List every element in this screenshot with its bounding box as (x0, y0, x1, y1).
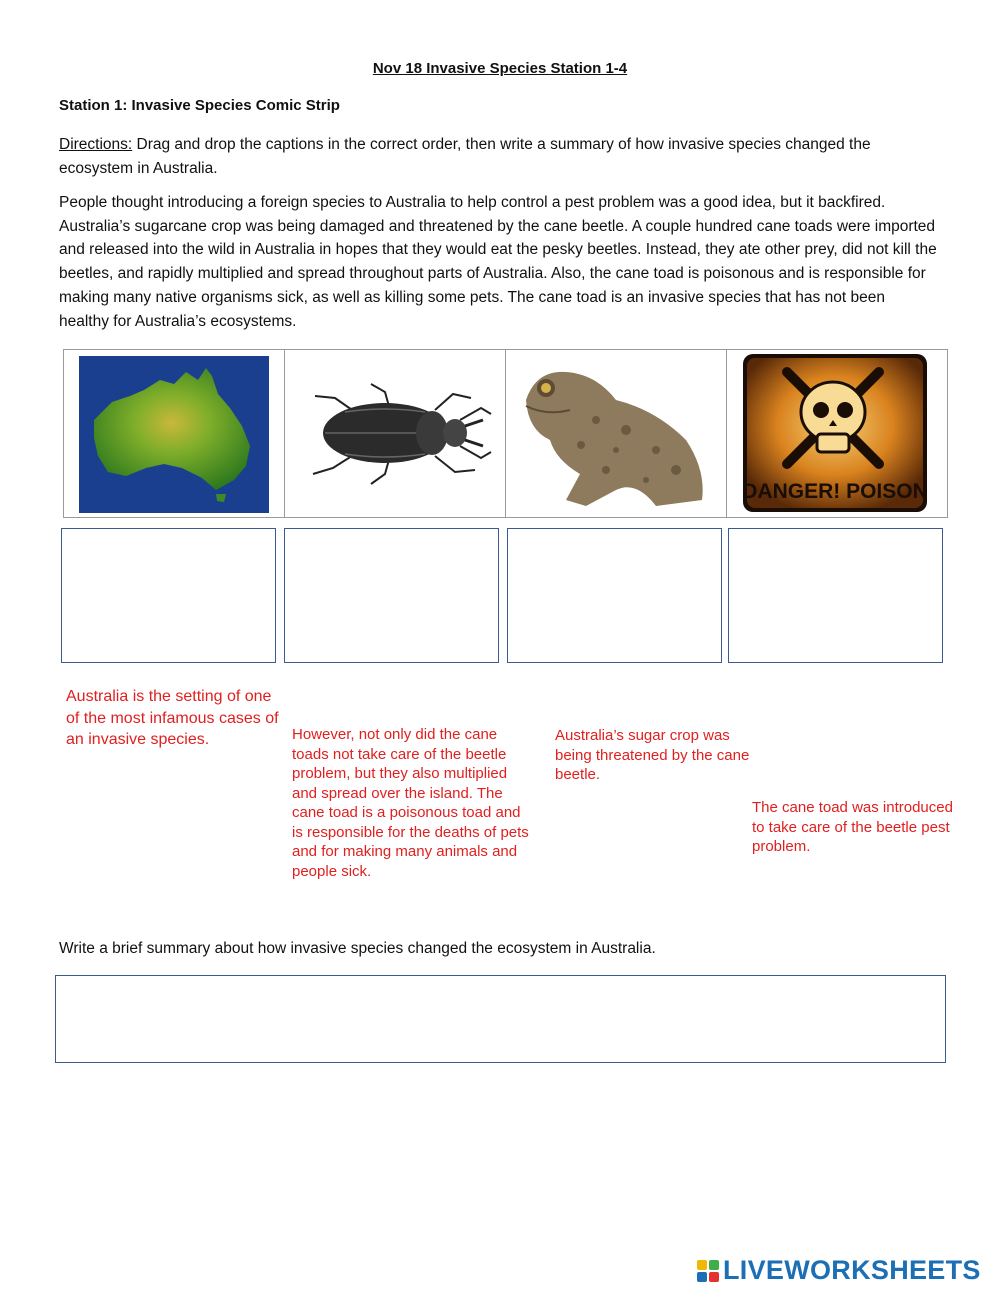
caption-drop-box-2[interactable] (284, 528, 499, 663)
poison-warning-image (727, 350, 947, 517)
summary-prompt: Write a brief summary about how invasive species changed the ecosystem in Australia. (59, 940, 656, 957)
summary-input[interactable] (55, 975, 946, 1063)
caption-australia-setting[interactable]: Australia is the setting of one of the most infamous cases of an invasive species. (66, 688, 279, 748)
logo-squares-icon (697, 1260, 719, 1282)
cane-toad-image (506, 350, 727, 517)
caption-toad-introduced[interactable]: The cane toad was introduced to take care of the beetle pest problem. (752, 799, 953, 855)
directions-label: Directions: (59, 136, 133, 153)
caption-sugar-crop[interactable]: Australia’s sugar crop was being threatened by the cane beetle. (555, 727, 750, 783)
caption-drop-box-1[interactable] (61, 528, 276, 663)
station-heading: Station 1: Invasive Species Comic Strip (59, 97, 340, 114)
caption-drop-box-4[interactable] (728, 528, 943, 663)
comic-image-row (63, 349, 948, 518)
poison-label: DANGER! POISON (742, 480, 928, 503)
page-title: Nov 18 Invasive Species Station 1-4 (372, 60, 628, 77)
caption-drop-box-3[interactable] (507, 528, 722, 663)
liveworksheets-logo (697, 1255, 981, 1286)
australia-map-image (64, 350, 285, 517)
directions (59, 133, 939, 180)
cane-beetle-image (285, 350, 506, 517)
intro-paragraph: People thought introducing a foreign species to Australia to help control a pest problem was a good idea, but it backfired. Australia’s sugarcane crop was being damaged and threatened by the cane beetle. A couple hundred cane toads were imported and released into the wild in Australia in hopes that they would eat the pesky beetles. Instead, they ate other prey, did not kill the beetles, and rapidly multiplied and spread throughout parts of Australia. Also, the cane toad is poisonous and is responsible for making many native organisms sick, as well as killing some pets. The cane toad is an invasive species that has not been healthy for Australia’s ecosystems. (59, 194, 937, 330)
brand-name: LIVEWORKSHEETS (723, 1255, 981, 1285)
directions-text: Drag and drop the captions in the correct order, then write a summary of how invasive species changed the ecosystem in Australia. (59, 136, 871, 177)
caption-cane-toad-problem[interactable]: However, not only did the cane toads not take care of the beetle problem, but they also multiplied and spread over the island. The cane toad is a poisonous toad and is responsible for the deaths of pets and for making many animals and people sick. (292, 726, 529, 880)
